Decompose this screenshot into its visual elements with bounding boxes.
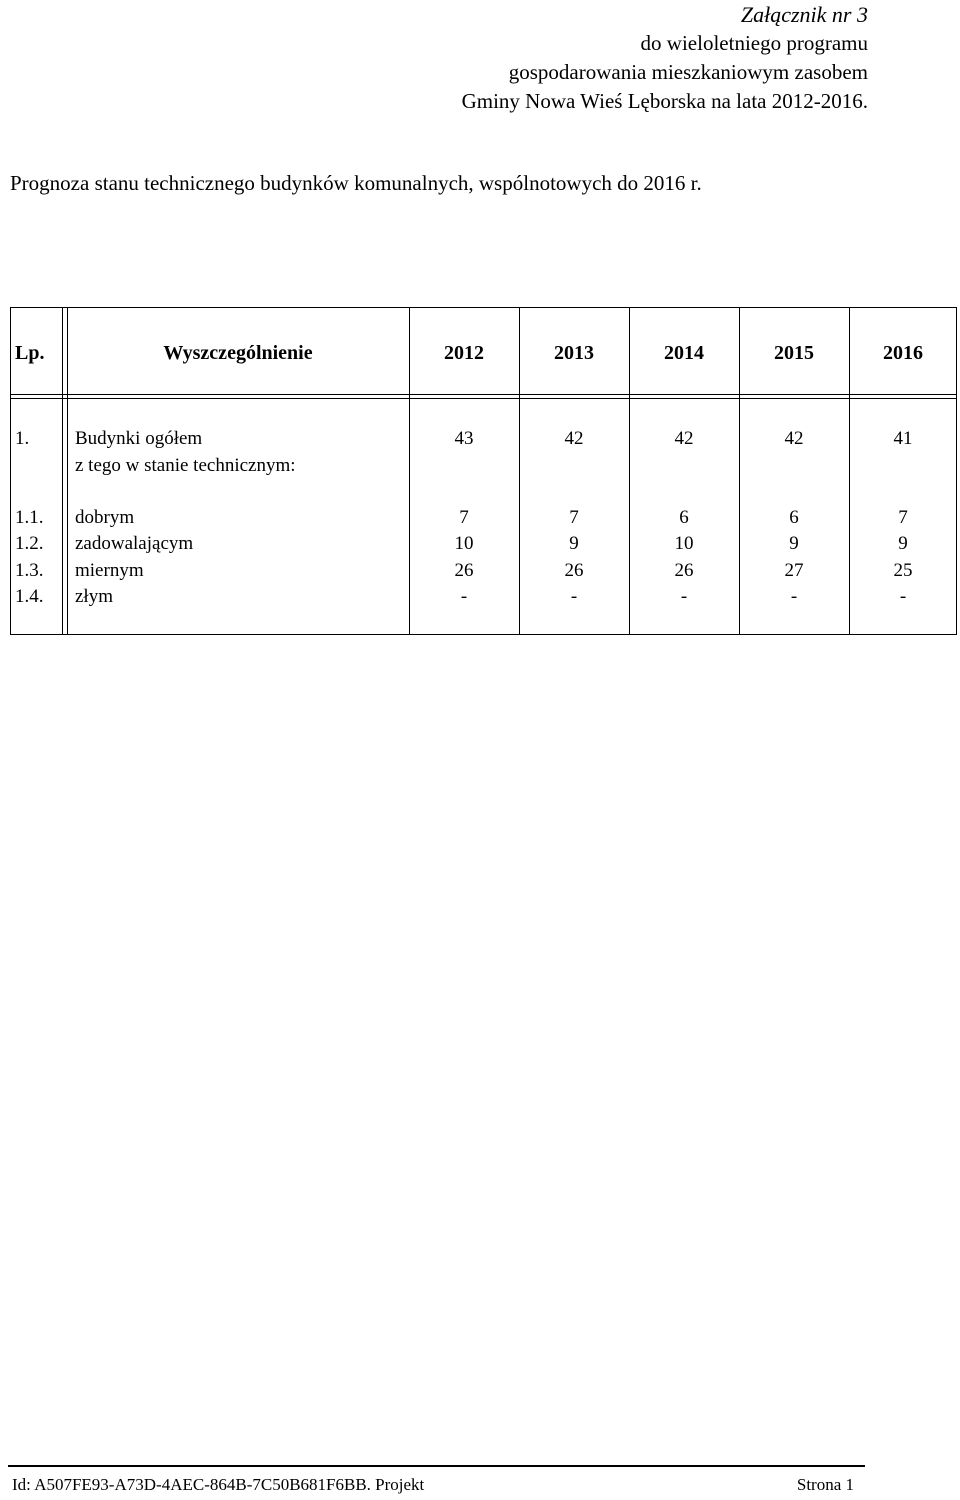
value-cell: 10 [674,533,694,554]
value-cell: 26 [454,560,474,581]
table-hline [11,398,956,399]
table-hline [11,394,956,395]
value-cell: 27 [784,560,804,581]
value-cell: - [899,586,907,607]
row-lp: 1.4. [15,586,44,607]
attachment-line-4: Gminy Nowa Wieś Lęborska na lata 2012-2016. [461,89,868,113]
value-cell: 42 [674,428,694,449]
value-cell: 26 [564,560,584,581]
value-cell: 7 [459,507,469,528]
row-lp: 1. [15,428,30,449]
value-cell: - [790,586,798,607]
row-label: zadowalającym [75,533,194,554]
table-vline [62,308,63,634]
value-cell: 42 [784,428,804,449]
value-cell: 43 [454,428,474,449]
value-cell: 42 [564,428,584,449]
row-lp: 1.3. [15,560,44,581]
value-cell: - [460,586,468,607]
value-cell: 7 [898,507,908,528]
footer-divider [8,1465,865,1467]
value-cell: 25 [893,560,913,581]
value-cell: 6 [679,507,689,528]
row-label: dobrym [75,507,135,528]
value-cell: 7 [569,507,579,528]
attachment-line-3: gospodarowania mieszkaniowym zasobem [508,60,868,84]
document-title: Prognoza stanu technicznego budynków komunalnych, wspólnotowych do 2016 r. [10,171,702,195]
header-year-2013: 2013 [554,342,594,364]
row-label: z tego w stanie technicznym: [75,455,296,476]
value-cell: 9 [898,533,908,554]
header-year-2014: 2014 [664,342,704,364]
row-label: złym [75,586,113,607]
value-cell: 9 [789,533,799,554]
row-lp: 1.2. [15,533,44,554]
attachment-line-2: do wieloletniego programu [640,31,868,55]
row-lp: 1.1. [15,507,44,528]
value-cell: 9 [569,533,579,554]
header-year-2012: 2012 [444,342,484,364]
row-label: miernym [75,560,144,581]
value-cell: 10 [454,533,474,554]
value-cell: - [570,586,578,607]
value-cell: 26 [674,560,694,581]
document-id: Id: A507FE93-A73D-4AEC-864B-7C50B681F6BB. Projekt [12,1475,425,1494]
header-lp: Lp. [15,342,45,364]
value-cell: - [680,586,688,607]
forecast-table [10,307,957,635]
page-number: Strona 1 [796,1475,854,1494]
header-description: Wyszczególnienie [163,342,313,364]
page-footer [12,1473,862,1497]
header-year-2015: 2015 [774,342,814,364]
attachment-number: Załącznik nr 3 [740,2,868,27]
row-label: Budynki ogółem [75,428,203,449]
value-cell: 6 [789,507,799,528]
attachment-header [462,0,868,116]
value-cell: 41 [893,428,913,449]
header-year-2016: 2016 [883,342,923,364]
